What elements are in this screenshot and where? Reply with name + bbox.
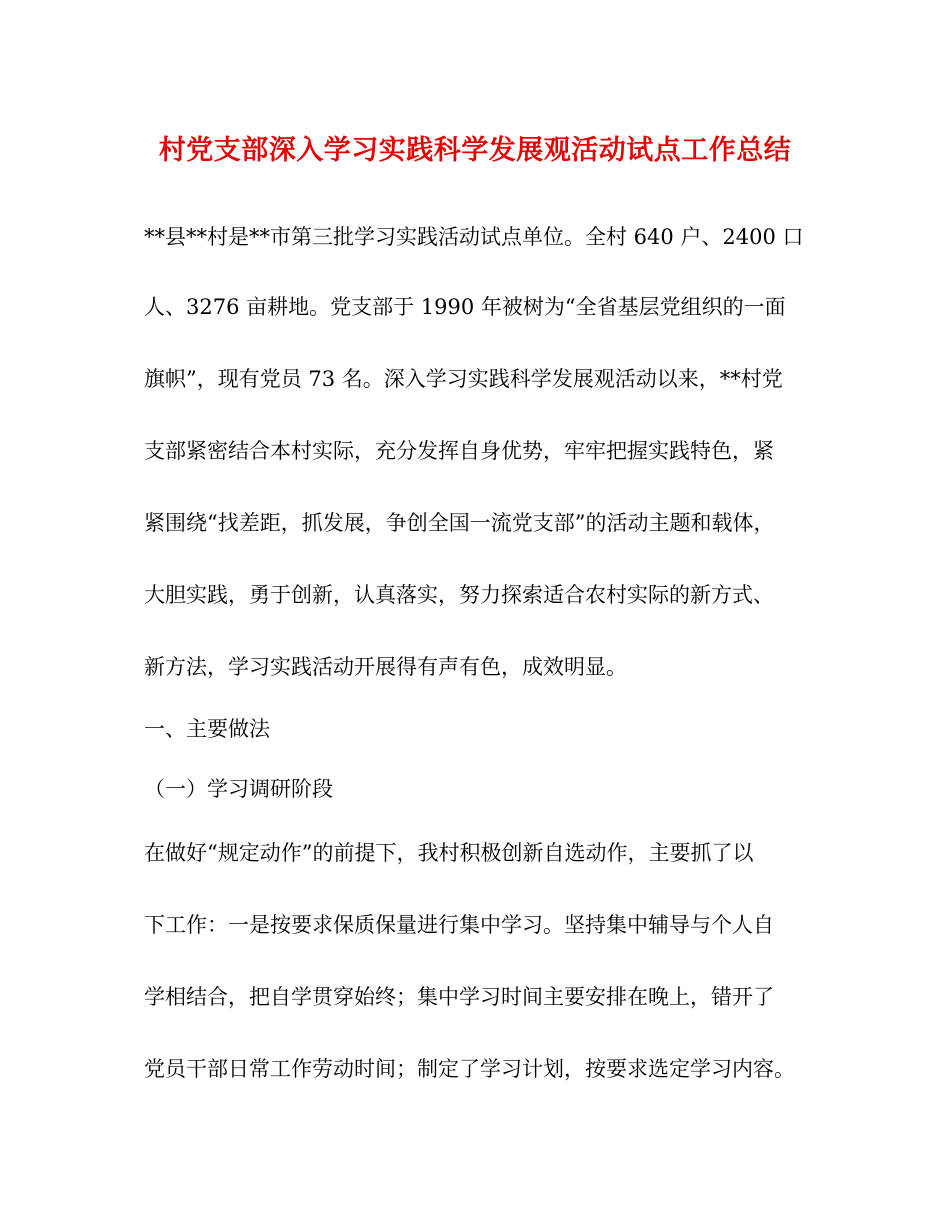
paragraph-line: 紧围绕“找差距，抓发展，争创全国一流党支部”的活动主题和载体， [144,511,775,535]
paragraph-line: 旗帜”，现有党员 73 名。深入学习实践科学发展观活动以来，**村党 [144,367,783,391]
paragraph-line: **县**村是**市第三批学习实践活动试点单位。全村 640 户、2400 口 [144,225,804,249]
paragraph-line: 下工作：一是按要求保质保量进行集中学习。坚持集中辅导与个人自 [144,913,774,937]
paragraph-line: 在做好“规定动作”的前提下，我村积极创新自选动作，主要抓了以 [144,841,754,865]
paragraph-line: 新方法，学习实践活动开展得有声有色，成效明显。 [144,655,627,679]
paragraph-line: 支部紧密结合本村实际，充分发挥自身优势，牢牢把握实践特色，紧 [144,439,774,463]
subsection-heading: （一）学习调研阶段 [144,777,333,801]
section-heading: 一、主要做法 [144,717,270,741]
paragraph-line: 党员干部日常工作劳动时间；制定了学习计划，按要求选定学习内容。 [144,1057,795,1081]
document-title: 村党支部深入学习实践科学发展观活动试点工作总结 [158,135,792,166]
paragraph-line: 大胆实践，勇于创新，认真落实，努力探索适合农村实际的新方式、 [144,583,774,607]
paragraph-line: 人、3276 亩耕地。党支部于 1990 年被树为“全省基层党组织的一面 [144,295,786,319]
paragraph-line: 学相结合，把自学贯穿始终；集中学习时间主要安排在晚上，错开了 [144,985,774,1009]
